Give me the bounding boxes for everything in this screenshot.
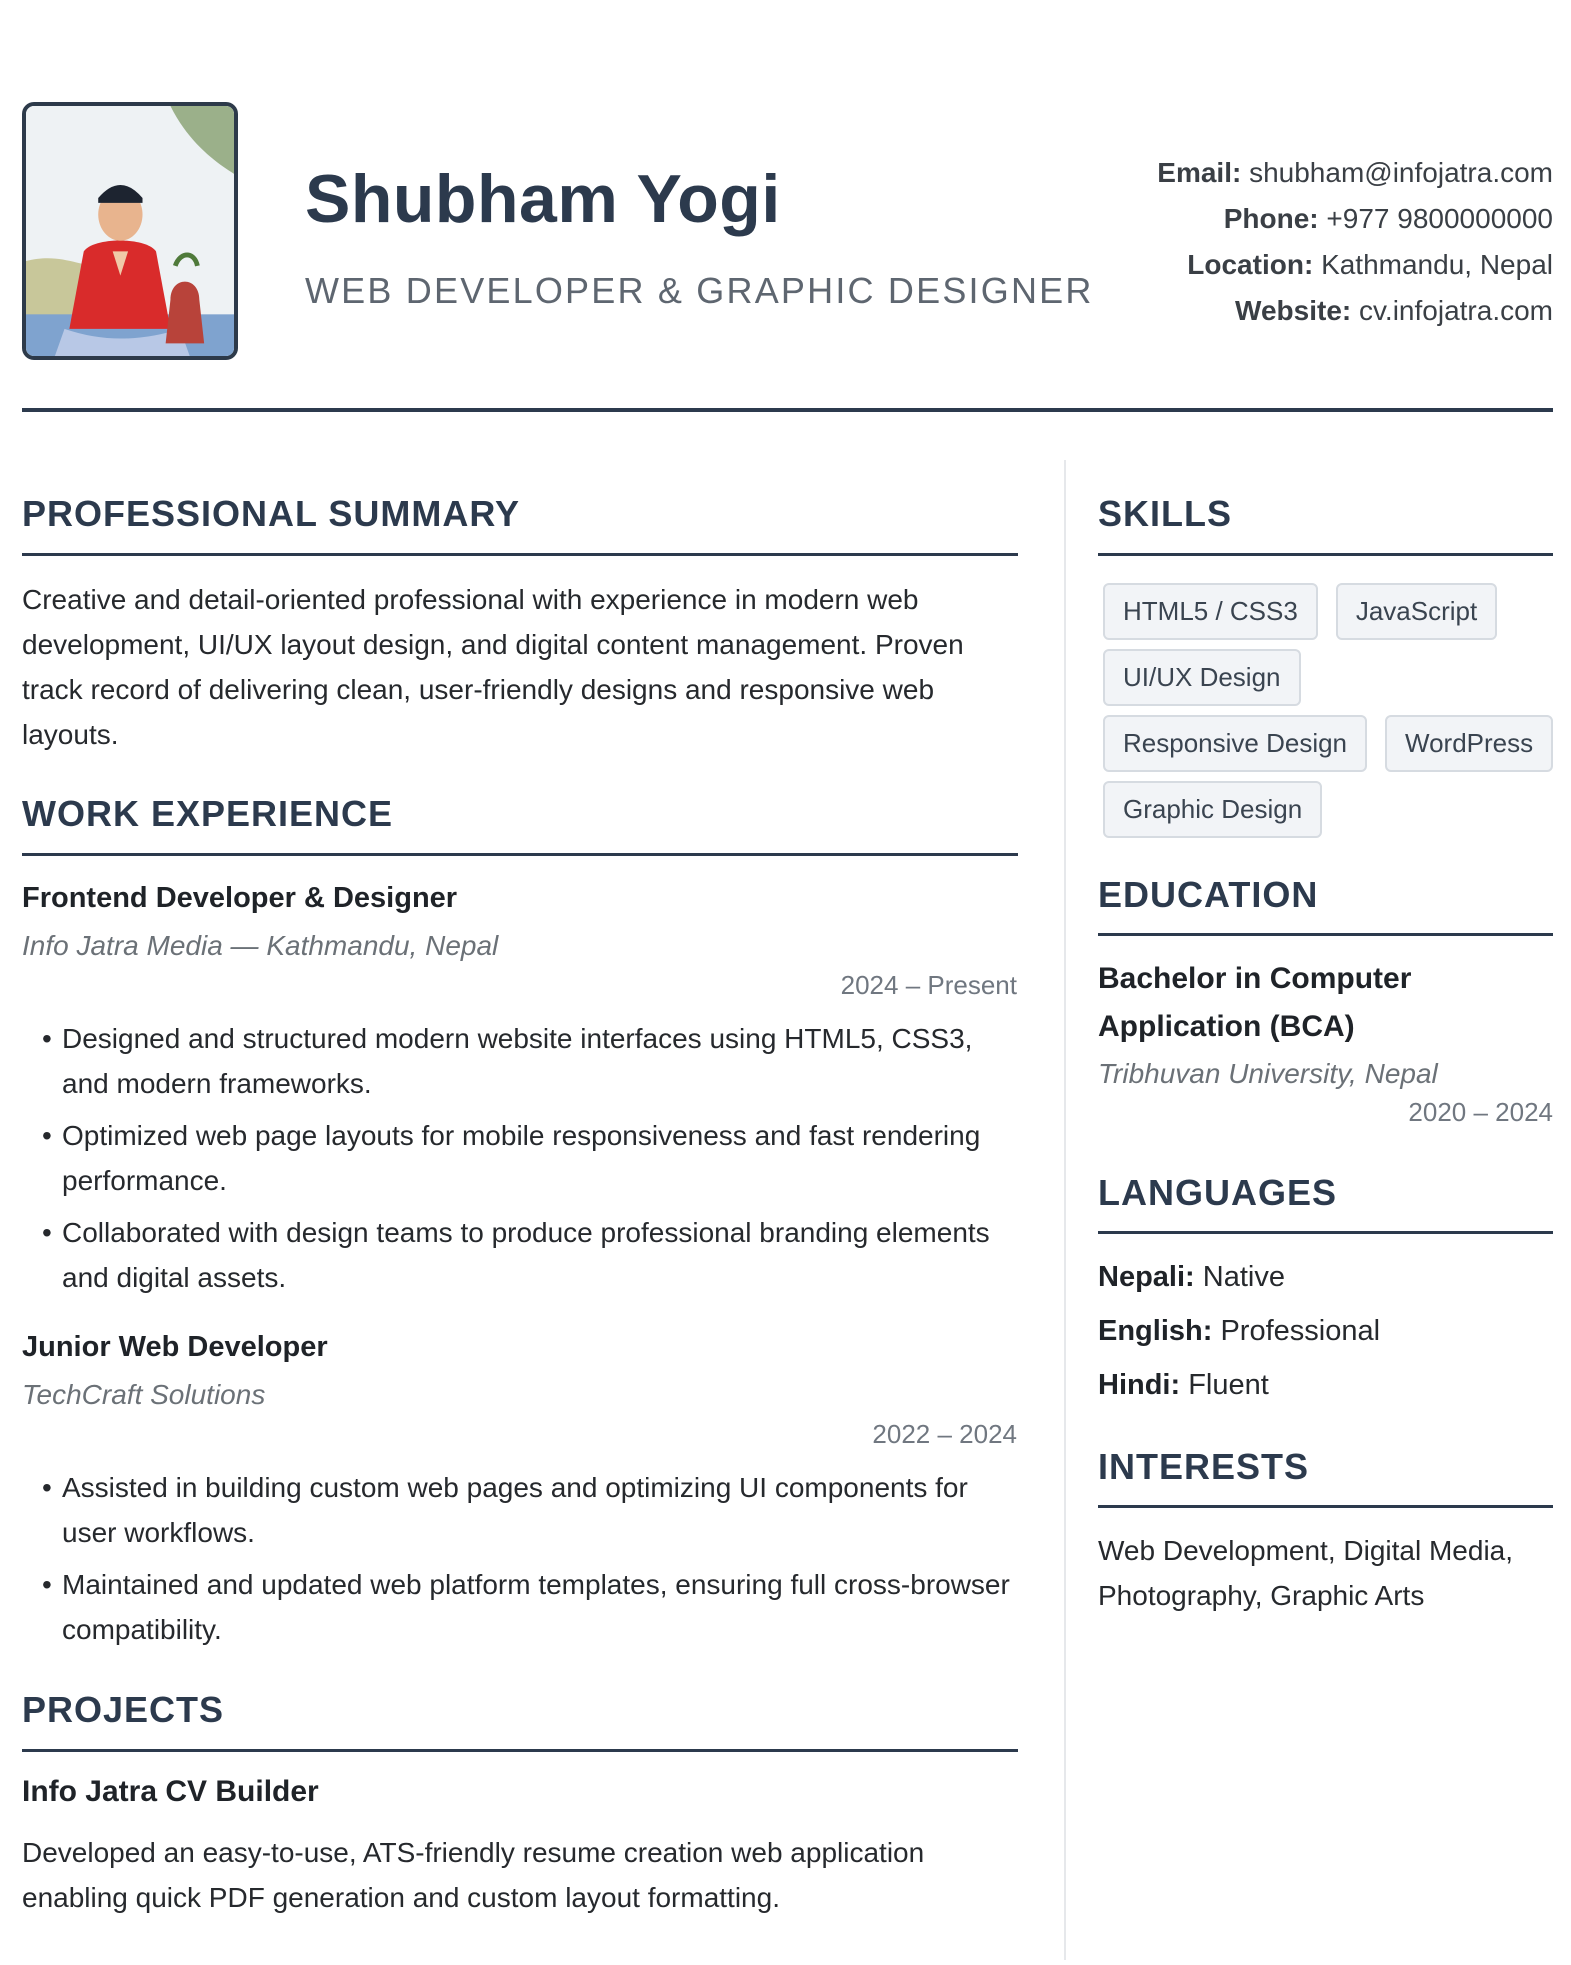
interests-text: Web Development, Digital Media, Photography, Graphic Arts [1098,1535,1514,1611]
job-dates: 2024 – Present [840,970,1017,1000]
experience-rule [22,853,1018,856]
job-bullet: • Assisted in building custom web pages and optimizing UI components for user workflows. [22,1465,1022,1555]
job-bullets [22,1465,1022,1659]
candidate-title: WEB DEVELOPER & GRAPHIC DESIGNER [305,270,1094,311]
language-level: Native [1202,1261,1285,1293]
education-dates: 2020 – 2024 [1408,1097,1553,1127]
job-bullet: • Optimized web page layouts for mobile responsiveness and fast rendering performance. [22,1113,1022,1203]
skill-tag: HTML5 / CSS3 [1103,583,1318,640]
skill-tag: JavaScript [1336,583,1497,640]
project-description: Developed an easy-to-use, ATS-friendly resume creation web application enabling quick PDF generation and custom layout formatting. [22,1837,925,1913]
skills-list [1103,583,1563,838]
job-title: Frontend Developer & Designer [22,882,458,914]
job-bullets [22,1016,1022,1307]
education-rule [1098,933,1553,936]
header-divider [22,408,1553,412]
job-company: Info Jatra Media — Kathmandu, Nepal [22,930,499,961]
job-bullet: • Maintained and updated web platform templates, ensuring full cross-browser compatibility. [22,1562,1022,1652]
contact-label: Location: [1187,249,1314,280]
interests-heading: INTERESTS [1098,1446,1310,1487]
profile-photo-illustration [26,106,234,356]
job-dates: 2022 – 2024 [872,1419,1017,1449]
job-bullet: • Designed and structured modern website interfaces using HTML5, CSS3, and modern frameworks. [22,1016,1022,1106]
interests-rule [1098,1505,1553,1508]
contact-value: +977 9800000000 [1326,203,1553,234]
skill-tag: WordPress [1385,715,1553,772]
languages-heading: LANGUAGES [1098,1172,1338,1213]
contact-email [1157,150,1553,196]
language-label: English: [1098,1315,1213,1347]
contact-label: Website: [1235,295,1352,326]
language-level: Professional [1220,1315,1381,1347]
language-item [1098,1369,1269,1402]
contact-value: Kathmandu, Nepal [1321,249,1553,280]
column-divider [1064,460,1066,1960]
skill-tag: Responsive Design [1103,715,1367,772]
contact-label: Phone: [1223,203,1319,234]
education-heading: EDUCATION [1098,874,1319,915]
contact-label: Email: [1157,157,1242,188]
profile-photo [22,102,238,360]
experience-heading: WORK EXPERIENCE [22,793,394,834]
summary-heading: PROFESSIONAL SUMMARY [22,493,521,534]
contact-website [1157,288,1553,334]
contact-value: cv.infojatra.com [1359,295,1553,326]
contact-location [1157,242,1553,288]
job-company: TechCraft Solutions [22,1379,266,1410]
language-item [1098,1261,1285,1294]
contact-value: shubham@infojatra.com [1249,157,1553,188]
summary-text: Creative and detail-oriented professional with experience in modern web development, UI/UX layout design, and digital content management. Proven track record of delivering clean, user-friendly designs and responsive web layouts. [22,584,964,750]
contact-info [1157,150,1553,334]
skills-heading: SKILLS [1098,493,1233,534]
language-label: Hindi: [1098,1369,1181,1401]
project-title: Info Jatra CV Builder [22,1775,319,1808]
job-bullet: • Collaborated with design teams to produce professional branding elements and digital assets. [22,1210,1022,1300]
summary-rule [22,553,1018,556]
education-degree: Bachelor in Computer Application (BCA) [1098,962,1412,1043]
projects-heading: PROJECTS [22,1689,225,1730]
education-school: Tribhuvan University, Nepal [1098,1058,1438,1089]
skills-rule [1098,553,1553,556]
projects-rule [22,1749,1018,1752]
skill-tag: Graphic Design [1103,781,1322,838]
job-title: Junior Web Developer [22,1331,328,1363]
languages-rule [1098,1231,1553,1234]
contact-phone [1157,196,1553,242]
language-level: Fluent [1188,1369,1269,1401]
language-label: Nepali: [1098,1261,1195,1293]
candidate-name: Shubham Yogi [305,161,781,237]
language-item [1098,1315,1380,1348]
skill-tag: UI/UX Design [1103,649,1301,706]
